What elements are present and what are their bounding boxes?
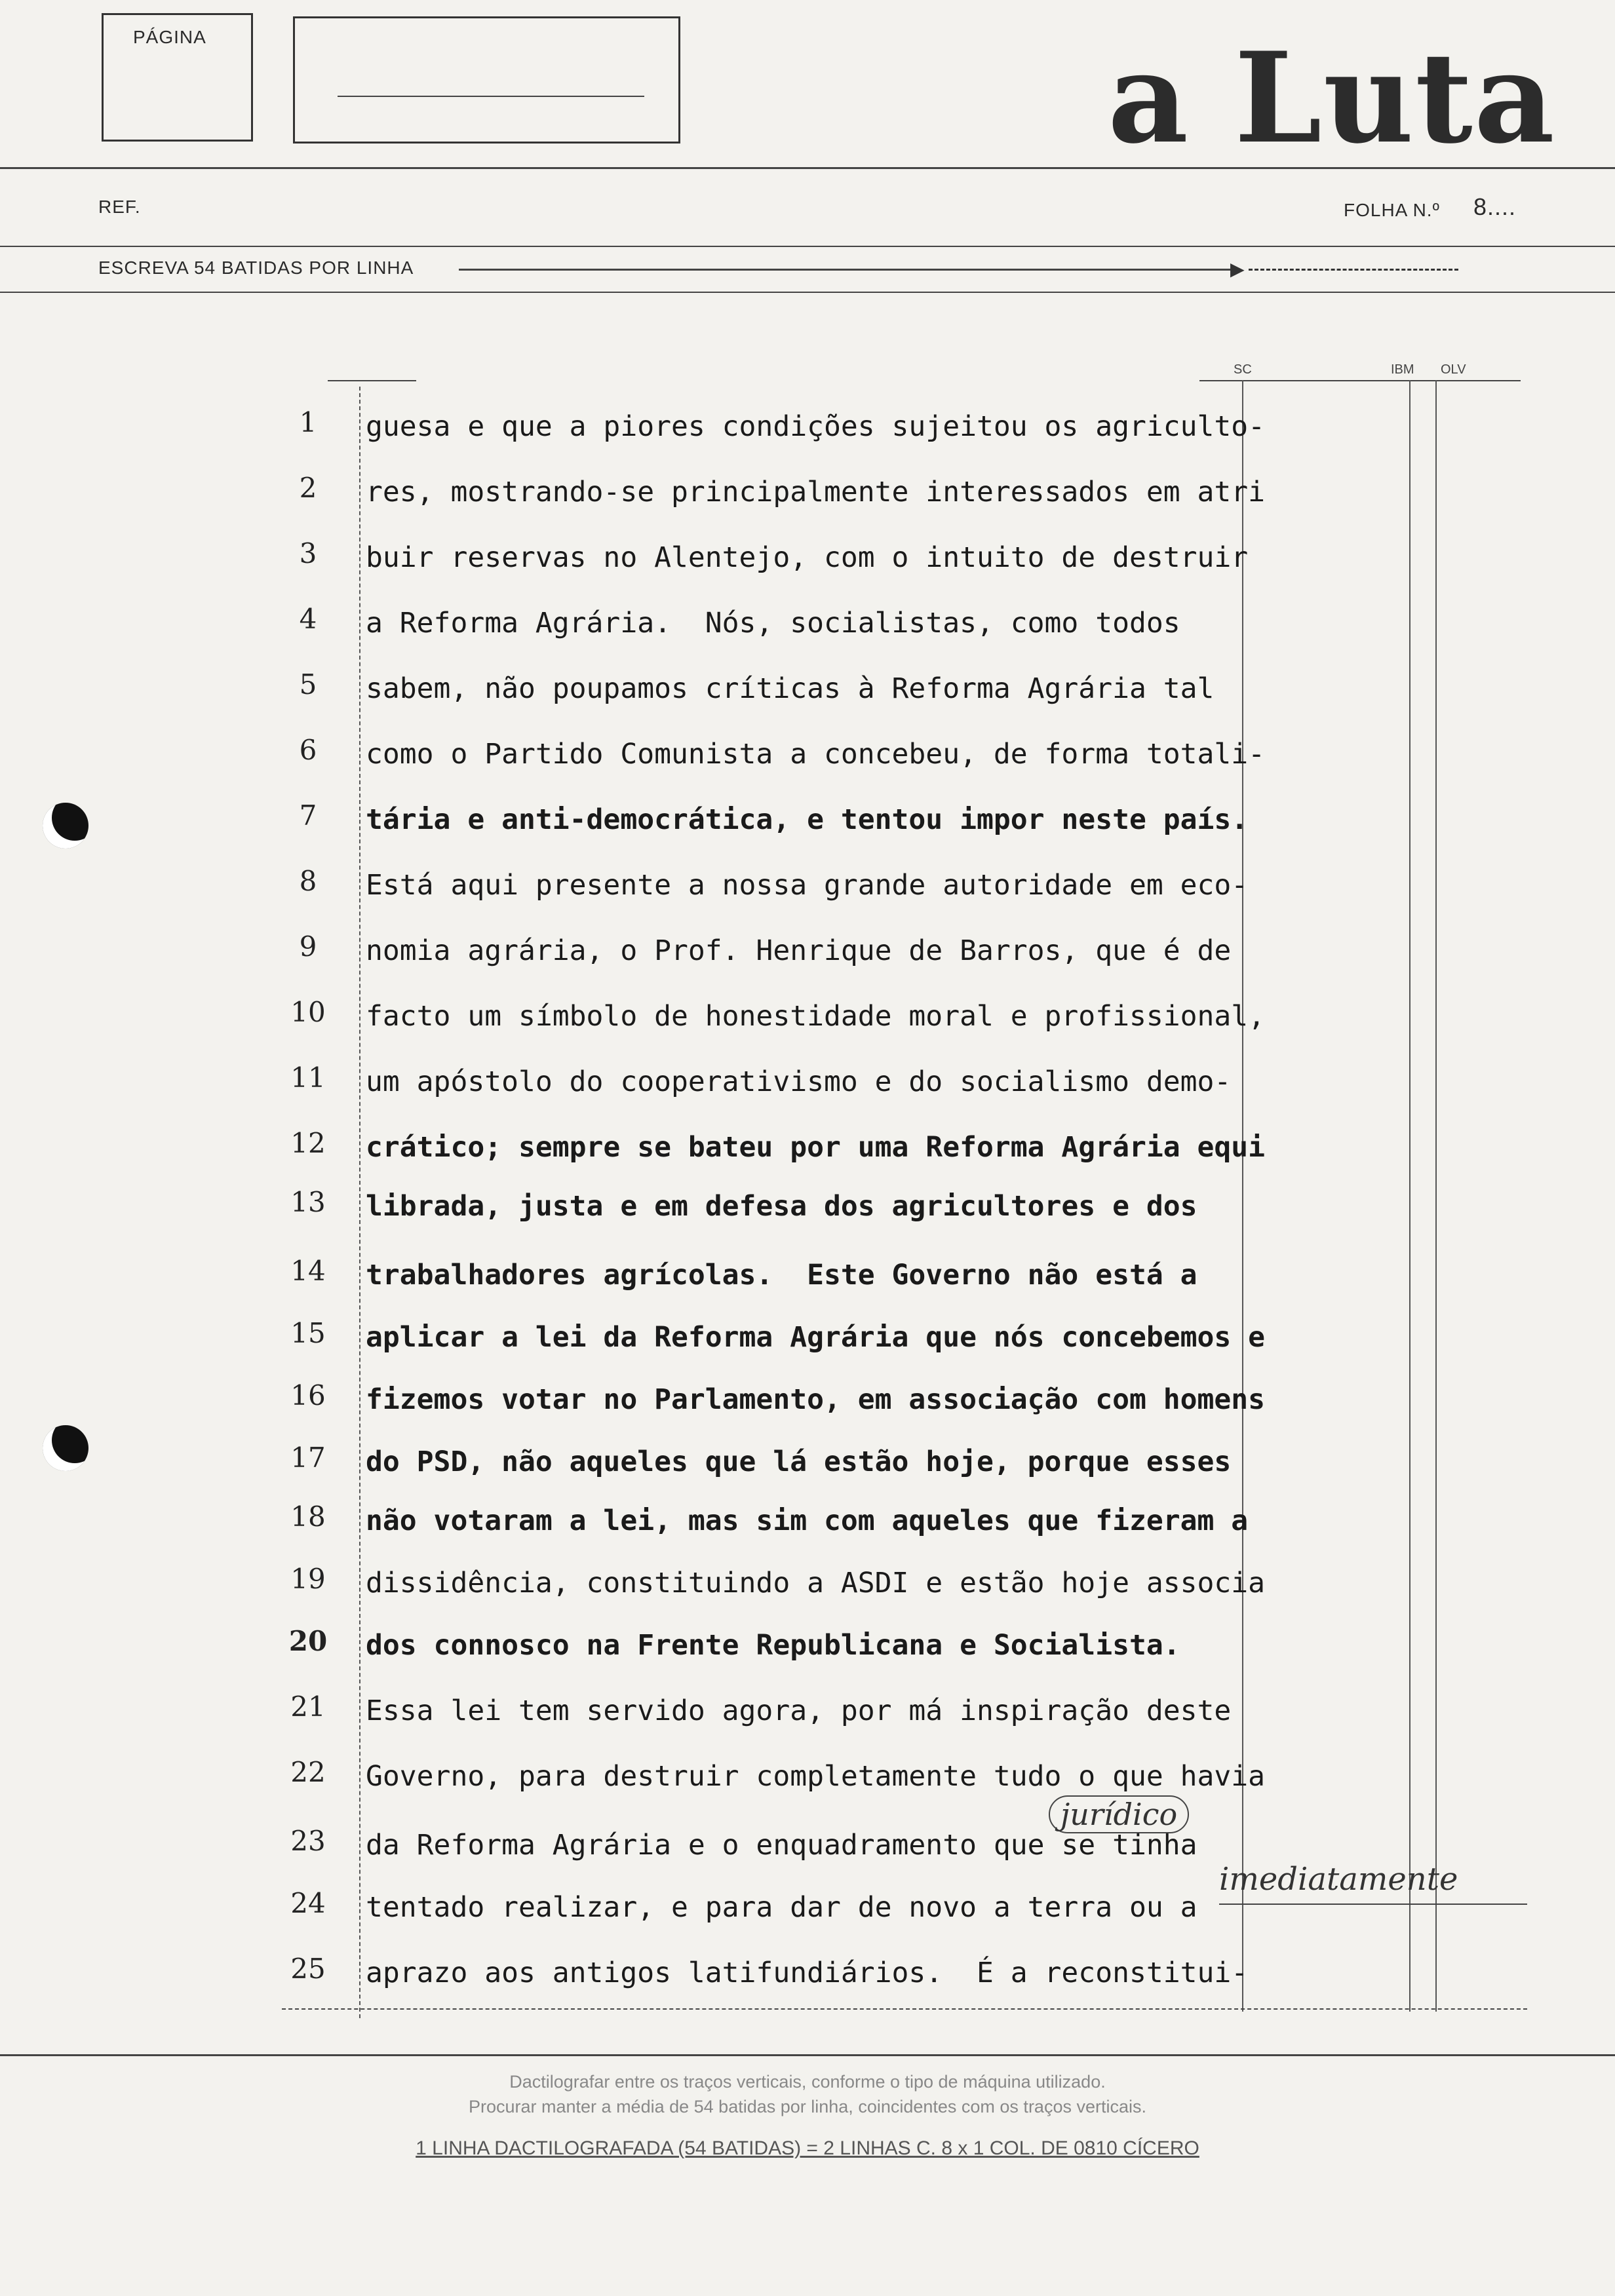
footer-line-1: Dactilografar entre os traços verticais, conforme o tipo de máquina utilizado. xyxy=(509,2072,1106,2092)
footer-line-2: Procurar manter a média de 54 batidas por linha, coincidentes com os traços verticais. xyxy=(468,2097,1146,2116)
line-number: 4 xyxy=(299,603,317,635)
line-number: 9 xyxy=(299,930,317,963)
line-number: 5 xyxy=(299,668,317,700)
line-number: 2 xyxy=(299,472,317,504)
date-box-rule xyxy=(338,96,644,97)
line-text: tentado realizar, e para dar de novo a terra ou a xyxy=(366,1891,1197,1924)
line-number: 23 xyxy=(290,1825,326,1857)
header-rule-bottom xyxy=(0,292,1615,293)
line-text: a Reforma Agrária. Nós, socialistas, como todos xyxy=(366,607,1180,640)
line-text: aprazo aos antigos latifundiários. É a reconstitui- xyxy=(366,1957,1249,1989)
line-text: Está aqui presente a nossa grande autoridade em eco- xyxy=(366,869,1249,902)
line-21 xyxy=(0,1684,1615,1750)
line-3 xyxy=(0,531,1615,596)
line-text: dissidência, constituindo a ASDI e estão hoje associa xyxy=(366,1567,1266,1599)
line-text: crático; sempre se bateu por uma Reforma Agrária equi xyxy=(366,1131,1266,1164)
line-text: buir reservas no Alentejo, com o intuito de destruir xyxy=(366,541,1249,574)
line-number: 20 xyxy=(288,1625,328,1657)
line-number: 21 xyxy=(290,1691,326,1723)
line-number: 12 xyxy=(290,1127,326,1159)
column-header-ibm: IBM xyxy=(1391,362,1414,377)
line-number: 17 xyxy=(290,1442,326,1474)
handwritten-underline xyxy=(1219,1904,1527,1905)
line-number: 6 xyxy=(299,734,317,766)
page-box xyxy=(102,13,253,142)
line-text: res, mostrando-se principalmente interessados em atri xyxy=(366,476,1266,508)
line-number: 24 xyxy=(290,1887,326,1919)
line-number: 14 xyxy=(290,1255,326,1287)
grid-bottom-rule xyxy=(282,2008,1527,2010)
instruction-arrow-line xyxy=(459,269,1232,271)
line-1 xyxy=(0,400,1615,465)
binder-hole-top xyxy=(43,803,88,849)
line-number: 8 xyxy=(299,865,317,897)
line-number: 3 xyxy=(299,537,317,569)
footer-rule xyxy=(0,2054,1615,2056)
line-number: 18 xyxy=(290,1501,326,1533)
ref-label: REF. xyxy=(98,197,141,217)
line-2 xyxy=(0,465,1615,531)
line-text: Essa lei tem servido agora, por má inspiração deste xyxy=(366,1694,1232,1727)
line-number: 11 xyxy=(290,1062,326,1094)
instruction-dashed-line xyxy=(1249,269,1458,271)
date-box xyxy=(293,16,680,144)
line-number: 22 xyxy=(290,1756,326,1788)
grid-top-left-tick xyxy=(328,380,416,381)
line-text: não votaram a lei, mas sim com aqueles que fizeram a xyxy=(366,1504,1249,1537)
line-text: do PSD, não aqueles que lá estão hoje, porque esses xyxy=(366,1445,1232,1478)
line-text: fizemos votar no Parlamento, em associação com homens xyxy=(366,1383,1266,1416)
line-text: dos connosco na Frente Republicana e Socialista. xyxy=(366,1629,1180,1662)
line-6 xyxy=(0,727,1615,793)
header-rule-top xyxy=(0,167,1615,169)
line-20 xyxy=(0,1618,1615,1684)
line-number: 7 xyxy=(299,799,317,832)
line-text: um apóstolo do cooperativismo e do socialismo demo- xyxy=(366,1065,1232,1098)
line-25 xyxy=(0,1946,1615,2012)
binder-hole-bottom xyxy=(43,1425,88,1471)
line-7 xyxy=(0,793,1615,858)
line-text: da Reforma Agrária e o enquadramento que se tinha xyxy=(366,1829,1197,1862)
line-number: 10 xyxy=(290,996,326,1028)
line-22 xyxy=(0,1750,1615,1815)
line-text: como o Partido Comunista a concebeu, de forma totali- xyxy=(366,738,1266,771)
grid-top-rule xyxy=(1199,380,1521,381)
line-text: librada, justa e em defesa dos agricultores e dos xyxy=(366,1190,1197,1223)
line-15 xyxy=(0,1311,1615,1376)
header-rule-middle xyxy=(0,246,1615,247)
line-19 xyxy=(0,1556,1615,1622)
line-text: trabalhadores agrícolas. Este Governo não está a xyxy=(366,1259,1197,1292)
line-14 xyxy=(0,1248,1615,1314)
line-number: 25 xyxy=(290,1953,326,1985)
column-header-sc: SC xyxy=(1234,362,1252,377)
line-18 xyxy=(0,1494,1615,1559)
line-text: sabem, não poupamos críticas à Reforma Agrária tal xyxy=(366,672,1215,705)
handwritten-insert-juridico: jurídico xyxy=(1049,1795,1189,1833)
line-text: guesa e que a piores condições sujeitou os agricultο- xyxy=(366,410,1266,443)
page-label: PÁGINA xyxy=(133,27,206,47)
line-number: 1 xyxy=(299,406,317,438)
instruction-label: ESCREVA 54 BATIDAS POR LINHA xyxy=(98,258,414,278)
line-number: 16 xyxy=(290,1379,326,1411)
line-11 xyxy=(0,1055,1615,1120)
line-4 xyxy=(0,596,1615,662)
line-number: 15 xyxy=(290,1317,326,1349)
line-number: 13 xyxy=(290,1186,326,1218)
line-text: tária e anti-democrática, e tentou impor neste país. xyxy=(366,803,1249,836)
folha-label: FOLHA N.º xyxy=(1344,200,1440,220)
line-9 xyxy=(0,924,1615,989)
line-8 xyxy=(0,858,1615,924)
folha-value: 8.... xyxy=(1473,193,1517,220)
line-text: nomia agrária, o Prof. Henrique de Barros, que é de xyxy=(366,934,1232,967)
footer-line-3: 1 LINHA DACTILOGRAFADA (54 BATIDAS) = 2 LINHAS C. 8 x 1 COL. DE 0810 CÍCERO xyxy=(416,2137,1199,2159)
line-12 xyxy=(0,1120,1615,1186)
line-number: 19 xyxy=(290,1563,326,1595)
line-10 xyxy=(0,989,1615,1055)
line-text: aplicar a lei da Reforma Agrária que nós concebemos e xyxy=(366,1321,1266,1354)
arrow-head-icon: ► xyxy=(1226,256,1249,282)
line-5 xyxy=(0,662,1615,727)
line-16 xyxy=(0,1373,1615,1438)
line-13 xyxy=(0,1179,1615,1245)
line-17 xyxy=(0,1435,1615,1501)
column-header-olv: OLV xyxy=(1441,362,1466,377)
brand-logo: a Luta xyxy=(1108,25,1556,171)
line-text: facto um símbolo de honestidade moral e profissional, xyxy=(366,1000,1266,1033)
handwritten-insert-imediatamente: imediatamente xyxy=(1219,1861,1458,1898)
line-text: Governo, para destruir completamente tudo o que havia xyxy=(366,1760,1266,1793)
